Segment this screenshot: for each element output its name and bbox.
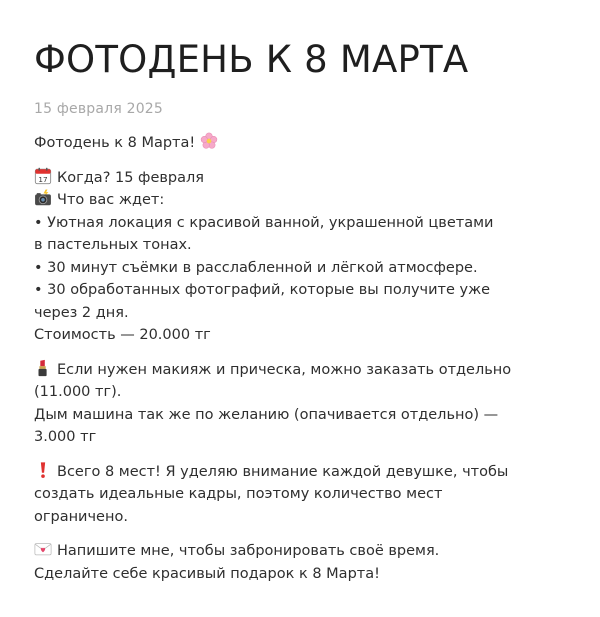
limited-line-3: ограничено. bbox=[34, 508, 128, 525]
details-paragraph bbox=[34, 167, 574, 347]
makeup-text-1: Если нужен макияж и прическа, можно заказать отдельно bbox=[57, 361, 512, 378]
limited-line-2: создать идеальные кадры, поэтому количество мест bbox=[34, 486, 443, 502]
makeup-line-1 bbox=[34, 359, 574, 382]
bullet-duration: • 30 минут съёмки в расслабленной и лёгкой атмосфере. bbox=[34, 259, 478, 276]
calendar-icon bbox=[34, 167, 52, 185]
bullet-photos-line-2: через 2 дня. bbox=[34, 304, 129, 321]
bullet-location-line-2: в пастельных тонах. bbox=[34, 237, 192, 253]
smoke-line-1: Дым машина так же по желанию (опачивается отдельно) — bbox=[34, 406, 499, 423]
what-line bbox=[34, 189, 574, 212]
when-line bbox=[34, 167, 574, 190]
smoke-line-2: 3.000 тг bbox=[34, 429, 97, 445]
intro-paragraph bbox=[34, 132, 574, 155]
price-text: Стоимость — 20.000 тг bbox=[34, 327, 211, 343]
exclamation-icon bbox=[34, 461, 52, 479]
makeup-line-2: (11.000 тг). bbox=[34, 384, 122, 400]
limited-line-1 bbox=[34, 461, 574, 484]
makeup-paragraph bbox=[34, 359, 574, 449]
intro-line bbox=[34, 132, 574, 155]
cta-text-1: Напишите мне, чтобы забронировать своё время. bbox=[57, 543, 440, 559]
what-text: Что вас ждет: bbox=[57, 192, 165, 208]
post-date: 15 февраля 2025 bbox=[34, 101, 164, 117]
cta-line-2: Сделайте себе красивый подарок к 8 Марта! bbox=[34, 565, 380, 582]
limited-text-1: Всего 8 мест! Я уделяю внимание каждой девушке, чтобы bbox=[57, 463, 509, 480]
bullet-photos-line-1: • 30 обработанных фотографий, которые вы получите уже bbox=[34, 282, 491, 298]
intro-text: Фотодень к 8 Марта! bbox=[34, 135, 196, 151]
post-body bbox=[34, 132, 574, 597]
camera-flash-icon bbox=[34, 189, 52, 207]
page-title: ФОТОДЕНЬ К 8 МАРТА bbox=[34, 38, 469, 81]
limited-paragraph bbox=[34, 461, 574, 529]
cta-paragraph bbox=[34, 540, 574, 585]
love-letter-icon bbox=[34, 540, 52, 558]
cta-line-1 bbox=[34, 540, 574, 563]
when-text: Когда? 15 февраля bbox=[57, 169, 205, 186]
lipstick-icon bbox=[34, 359, 52, 377]
blossom-icon bbox=[200, 132, 218, 150]
bullet-location-line-1: • Уютная локация с красивой ванной, украшенной цветами bbox=[34, 214, 494, 231]
svg-text:17: 17 bbox=[38, 174, 48, 184]
